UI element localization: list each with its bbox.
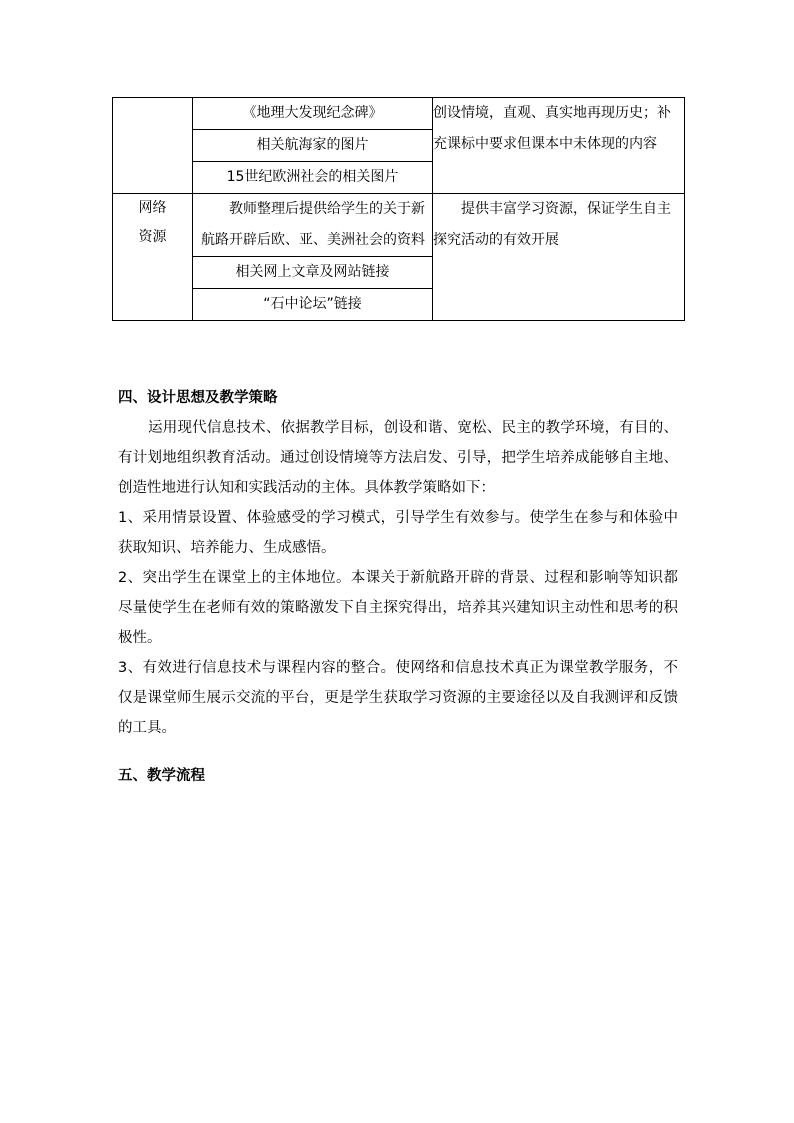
strategy-point: 2、突出学生在课堂上的主体地位。本课关于新航路开辟的背景、过程和影响等知识都尽量使学生在老师有效的策略激发下自主探究得出，培养其兴建知识主动性和思考的积极性。 bbox=[118, 570, 678, 646]
intro-paragraph: 运用现代信息技术、依据教学目标，创设和谐、宽松、民主的教学环境，有目的、有计划地组织教育活动。通过创设情境等方法启发、引导，把学生培养成能够自主地、创造性地进行认知和实践活动的主体。具体教学策略如下： bbox=[118, 420, 678, 496]
resource-item: 15世纪欧洲社会的相关图片 bbox=[193, 162, 433, 194]
resource-item: 《地理大发现纪念碑》 bbox=[193, 98, 433, 130]
category-cell bbox=[113, 98, 193, 194]
category-label-line1: 网络 bbox=[138, 200, 167, 216]
strategy-point: 3、有效进行信息技术与课程内容的整合。使网络和信息技术真正为课堂教学服务，不仅是课堂师生展示交流的平台，更是学生获取学习资源的主要途径以及自我测评和反馈的工具。 bbox=[118, 660, 678, 736]
section-heading: 五、教学流程 bbox=[118, 768, 205, 784]
category-cell bbox=[113, 194, 193, 321]
section-heading: 四、设计思想及教学策略 bbox=[118, 390, 278, 406]
resource-item: “石中论坛”链接 bbox=[193, 289, 433, 321]
category-label-line2: 资源 bbox=[138, 229, 167, 245]
purpose-cell: 创设情境，直观、真实地再现历史；补充课标中要求但课本中未体现的内容 bbox=[433, 98, 685, 194]
section-body bbox=[118, 413, 678, 743]
strategy-point: 1、采用情景设置、体验感受的学习模式，引导学生有效参与。使学生在参与和体验中获取知识、培养能力、生成感悟。 bbox=[118, 510, 678, 556]
resource-item: 教师整理后提供给学生的关于新航路开辟后欧、亚、美洲社会的资料 bbox=[193, 194, 433, 257]
table-row bbox=[113, 194, 685, 257]
resources-table bbox=[112, 97, 685, 321]
resource-item: 相关网上文章及网站链接 bbox=[193, 257, 433, 289]
table-row bbox=[113, 98, 685, 130]
purpose-cell: 提供丰富学习资源，保证学生自主探究活动的有效开展 bbox=[433, 194, 685, 321]
resource-item: 相关航海家的图片 bbox=[193, 130, 433, 162]
